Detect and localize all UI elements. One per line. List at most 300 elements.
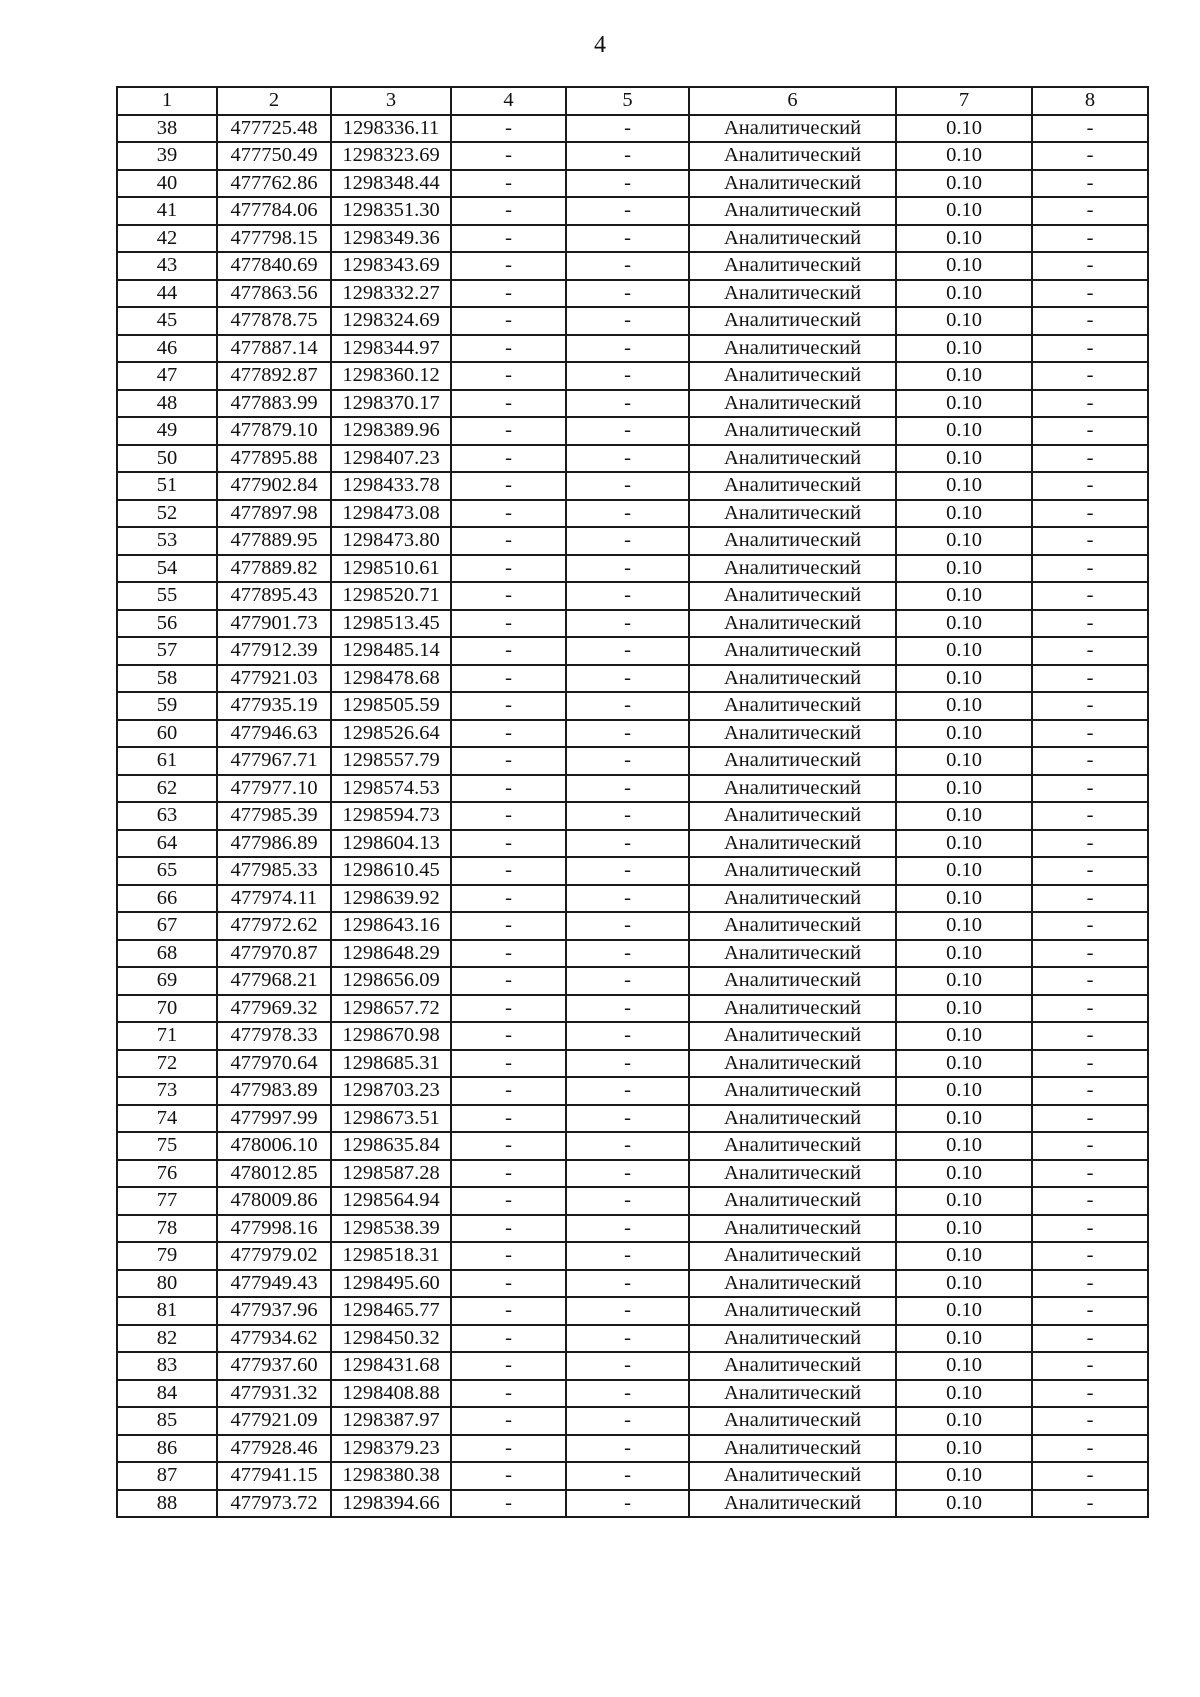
x-coordinate-cell: 477974.11 [217, 885, 331, 913]
col4-cell: - [451, 1297, 566, 1325]
x-coordinate-cell: 477937.60 [217, 1352, 331, 1380]
col4-cell: - [451, 1215, 566, 1243]
method-cell: Аналитический [689, 1407, 896, 1435]
col8-cell: - [1032, 445, 1148, 473]
table-row [117, 307, 1148, 335]
point-number-cell: 49 [117, 417, 217, 445]
x-coordinate-cell: 477798.15 [217, 225, 331, 253]
y-coordinate-cell: 1298485.14 [331, 637, 451, 665]
table-row [117, 335, 1148, 363]
accuracy-cell: 0.10 [896, 1132, 1032, 1160]
table-row [117, 665, 1148, 693]
point-number-cell: 76 [117, 1160, 217, 1188]
y-coordinate-cell: 1298639.92 [331, 885, 451, 913]
col8-cell: - [1032, 830, 1148, 858]
col8-cell: - [1032, 335, 1148, 363]
x-coordinate-cell: 477985.39 [217, 802, 331, 830]
point-number-cell: 45 [117, 307, 217, 335]
col8-cell: - [1032, 1297, 1148, 1325]
method-cell: Аналитический [689, 1022, 896, 1050]
col8-cell: - [1032, 527, 1148, 555]
accuracy-cell: 0.10 [896, 1022, 1032, 1050]
accuracy-cell: 0.10 [896, 637, 1032, 665]
col8-cell: - [1032, 692, 1148, 720]
col5-cell: - [566, 747, 689, 775]
table-row [117, 472, 1148, 500]
point-number-cell: 51 [117, 472, 217, 500]
x-coordinate-cell: 477985.33 [217, 857, 331, 885]
col5-cell: - [566, 1407, 689, 1435]
point-number-cell: 52 [117, 500, 217, 528]
col5-cell: - [566, 417, 689, 445]
method-cell: Аналитический [689, 1187, 896, 1215]
col4-cell: - [451, 857, 566, 885]
header-cell: 2 [217, 87, 331, 115]
method-cell: Аналитический [689, 1050, 896, 1078]
point-number-cell: 80 [117, 1270, 217, 1298]
point-number-cell: 39 [117, 142, 217, 170]
col4-cell: - [451, 362, 566, 390]
y-coordinate-cell: 1298324.69 [331, 307, 451, 335]
col5-cell: - [566, 280, 689, 308]
y-coordinate-cell: 1298379.23 [331, 1435, 451, 1463]
y-coordinate-cell: 1298407.23 [331, 445, 451, 473]
table-body [117, 115, 1148, 1518]
x-coordinate-cell: 477840.69 [217, 252, 331, 280]
col5-cell: - [566, 445, 689, 473]
x-coordinate-cell: 478012.85 [217, 1160, 331, 1188]
col4-cell: - [451, 1380, 566, 1408]
x-coordinate-cell: 477897.98 [217, 500, 331, 528]
col4-cell: - [451, 280, 566, 308]
table-row [117, 445, 1148, 473]
table-row [117, 1160, 1148, 1188]
y-coordinate-cell: 1298473.80 [331, 527, 451, 555]
col4-cell: - [451, 142, 566, 170]
x-coordinate-cell: 477978.33 [217, 1022, 331, 1050]
table-row [117, 225, 1148, 253]
x-coordinate-cell: 477986.89 [217, 830, 331, 858]
col5-cell: - [566, 252, 689, 280]
table-row [117, 1187, 1148, 1215]
col5-cell: - [566, 885, 689, 913]
col5-cell: - [566, 1325, 689, 1353]
header-cell: 3 [331, 87, 451, 115]
point-number-cell: 62 [117, 775, 217, 803]
x-coordinate-cell: 477970.87 [217, 940, 331, 968]
method-cell: Аналитический [689, 1380, 896, 1408]
col5-cell: - [566, 1022, 689, 1050]
method-cell: Аналитический [689, 335, 896, 363]
table-row [117, 417, 1148, 445]
y-coordinate-cell: 1298538.39 [331, 1215, 451, 1243]
y-coordinate-cell: 1298513.45 [331, 610, 451, 638]
accuracy-cell: 0.10 [896, 967, 1032, 995]
col8-cell: - [1032, 197, 1148, 225]
col5-cell: - [566, 995, 689, 1023]
col5-cell: - [566, 967, 689, 995]
table-row [117, 692, 1148, 720]
y-coordinate-cell: 1298360.12 [331, 362, 451, 390]
point-number-cell: 53 [117, 527, 217, 555]
y-coordinate-cell: 1298323.69 [331, 142, 451, 170]
y-coordinate-cell: 1298348.44 [331, 170, 451, 198]
x-coordinate-cell: 477937.96 [217, 1297, 331, 1325]
accuracy-cell: 0.10 [896, 1105, 1032, 1133]
col4-cell: - [451, 307, 566, 335]
accuracy-cell: 0.10 [896, 472, 1032, 500]
method-cell: Аналитический [689, 802, 896, 830]
col8-cell: - [1032, 747, 1148, 775]
col8-cell: - [1032, 912, 1148, 940]
col5-cell: - [566, 1490, 689, 1518]
x-coordinate-cell: 477762.86 [217, 170, 331, 198]
col8-cell: - [1032, 252, 1148, 280]
col4-cell: - [451, 170, 566, 198]
col5-cell: - [566, 1050, 689, 1078]
col8-cell: - [1032, 1077, 1148, 1105]
x-coordinate-cell: 477879.10 [217, 417, 331, 445]
col5-cell: - [566, 912, 689, 940]
col8-cell: - [1032, 582, 1148, 610]
accuracy-cell: 0.10 [896, 555, 1032, 583]
col4-cell: - [451, 637, 566, 665]
point-number-cell: 50 [117, 445, 217, 473]
col5-cell: - [566, 225, 689, 253]
col4-cell: - [451, 1187, 566, 1215]
col4-cell: - [451, 1325, 566, 1353]
x-coordinate-cell: 477878.75 [217, 307, 331, 335]
point-number-cell: 74 [117, 1105, 217, 1133]
accuracy-cell: 0.10 [896, 1297, 1032, 1325]
table-row [117, 967, 1148, 995]
x-coordinate-cell: 477902.84 [217, 472, 331, 500]
point-number-cell: 38 [117, 115, 217, 143]
accuracy-cell: 0.10 [896, 775, 1032, 803]
table-row [117, 1050, 1148, 1078]
table-row [117, 1242, 1148, 1270]
accuracy-cell: 0.10 [896, 582, 1032, 610]
col8-cell: - [1032, 1352, 1148, 1380]
x-coordinate-cell: 477892.87 [217, 362, 331, 390]
accuracy-cell: 0.10 [896, 1077, 1032, 1105]
table-row [117, 500, 1148, 528]
method-cell: Аналитический [689, 1105, 896, 1133]
x-coordinate-cell: 477784.06 [217, 197, 331, 225]
x-coordinate-cell: 477883.99 [217, 390, 331, 418]
accuracy-cell: 0.10 [896, 1270, 1032, 1298]
table-row [117, 1270, 1148, 1298]
col4-cell: - [451, 1160, 566, 1188]
col5-cell: - [566, 115, 689, 143]
method-cell: Аналитический [689, 280, 896, 308]
x-coordinate-cell: 477901.73 [217, 610, 331, 638]
col5-cell: - [566, 802, 689, 830]
x-coordinate-cell: 477968.21 [217, 967, 331, 995]
point-number-cell: 44 [117, 280, 217, 308]
col4-cell: - [451, 1105, 566, 1133]
table-row [117, 142, 1148, 170]
col5-cell: - [566, 1462, 689, 1490]
table-row [117, 1132, 1148, 1160]
method-cell: Аналитический [689, 307, 896, 335]
x-coordinate-cell: 477970.64 [217, 1050, 331, 1078]
x-coordinate-cell: 477967.71 [217, 747, 331, 775]
method-cell: Аналитический [689, 995, 896, 1023]
y-coordinate-cell: 1298394.66 [331, 1490, 451, 1518]
point-number-cell: 40 [117, 170, 217, 198]
point-number-cell: 82 [117, 1325, 217, 1353]
col4-cell: - [451, 720, 566, 748]
y-coordinate-cell: 1298343.69 [331, 252, 451, 280]
method-cell: Аналитический [689, 1325, 896, 1353]
point-number-cell: 54 [117, 555, 217, 583]
method-cell: Аналитический [689, 555, 896, 583]
method-cell: Аналитический [689, 225, 896, 253]
col8-cell: - [1032, 225, 1148, 253]
point-number-cell: 42 [117, 225, 217, 253]
col8-cell: - [1032, 775, 1148, 803]
col5-cell: - [566, 775, 689, 803]
col5-cell: - [566, 1270, 689, 1298]
x-coordinate-cell: 477931.32 [217, 1380, 331, 1408]
col4-cell: - [451, 1242, 566, 1270]
point-number-cell: 75 [117, 1132, 217, 1160]
table-row [117, 362, 1148, 390]
x-coordinate-cell: 477979.02 [217, 1242, 331, 1270]
header-cell: 8 [1032, 87, 1148, 115]
col8-cell: - [1032, 637, 1148, 665]
header-cell: 4 [451, 87, 566, 115]
x-coordinate-cell: 477973.72 [217, 1490, 331, 1518]
y-coordinate-cell: 1298657.72 [331, 995, 451, 1023]
y-coordinate-cell: 1298670.98 [331, 1022, 451, 1050]
y-coordinate-cell: 1298450.32 [331, 1325, 451, 1353]
col4-cell: - [451, 1490, 566, 1518]
y-coordinate-cell: 1298408.88 [331, 1380, 451, 1408]
col5-cell: - [566, 610, 689, 638]
method-cell: Аналитический [689, 940, 896, 968]
x-coordinate-cell: 478009.86 [217, 1187, 331, 1215]
point-number-cell: 55 [117, 582, 217, 610]
col4-cell: - [451, 555, 566, 583]
accuracy-cell: 0.10 [896, 1160, 1032, 1188]
col5-cell: - [566, 527, 689, 555]
accuracy-cell: 0.10 [896, 857, 1032, 885]
table-row [117, 637, 1148, 665]
x-coordinate-cell: 477895.43 [217, 582, 331, 610]
header-cell: 1 [117, 87, 217, 115]
point-number-cell: 65 [117, 857, 217, 885]
col4-cell: - [451, 500, 566, 528]
accuracy-cell: 0.10 [896, 1490, 1032, 1518]
table-row [117, 115, 1148, 143]
point-number-cell: 66 [117, 885, 217, 913]
method-cell: Аналитический [689, 747, 896, 775]
col8-cell: - [1032, 610, 1148, 638]
x-coordinate-cell: 477750.49 [217, 142, 331, 170]
point-number-cell: 86 [117, 1435, 217, 1463]
point-number-cell: 87 [117, 1462, 217, 1490]
method-cell: Аналитический [689, 720, 896, 748]
y-coordinate-cell: 1298370.17 [331, 390, 451, 418]
table-row [117, 885, 1148, 913]
point-number-cell: 46 [117, 335, 217, 363]
col4-cell: - [451, 995, 566, 1023]
method-cell: Аналитический [689, 1270, 896, 1298]
col8-cell: - [1032, 1187, 1148, 1215]
point-number-cell: 85 [117, 1407, 217, 1435]
col4-cell: - [451, 582, 566, 610]
col8-cell: - [1032, 720, 1148, 748]
point-number-cell: 67 [117, 912, 217, 940]
col4-cell: - [451, 445, 566, 473]
col8-cell: - [1032, 362, 1148, 390]
col8-cell: - [1032, 1490, 1148, 1518]
x-coordinate-cell: 477977.10 [217, 775, 331, 803]
point-number-cell: 41 [117, 197, 217, 225]
accuracy-cell: 0.10 [896, 335, 1032, 363]
method-cell: Аналитический [689, 252, 896, 280]
y-coordinate-cell: 1298526.64 [331, 720, 451, 748]
col8-cell: - [1032, 1132, 1148, 1160]
y-coordinate-cell: 1298332.27 [331, 280, 451, 308]
col4-cell: - [451, 417, 566, 445]
table-row [117, 197, 1148, 225]
accuracy-cell: 0.10 [896, 802, 1032, 830]
accuracy-cell: 0.10 [896, 170, 1032, 198]
col4-cell: - [451, 1132, 566, 1160]
method-cell: Аналитический [689, 417, 896, 445]
method-cell: Аналитический [689, 1215, 896, 1243]
point-number-cell: 43 [117, 252, 217, 280]
y-coordinate-cell: 1298510.61 [331, 555, 451, 583]
table-row [117, 1407, 1148, 1435]
point-number-cell: 47 [117, 362, 217, 390]
accuracy-cell: 0.10 [896, 1352, 1032, 1380]
col4-cell: - [451, 610, 566, 638]
col4-cell: - [451, 692, 566, 720]
point-number-cell: 63 [117, 802, 217, 830]
method-cell: Аналитический [689, 857, 896, 885]
col8-cell: - [1032, 1325, 1148, 1353]
col5-cell: - [566, 1160, 689, 1188]
accuracy-cell: 0.10 [896, 390, 1032, 418]
y-coordinate-cell: 1298465.77 [331, 1297, 451, 1325]
col4-cell: - [451, 885, 566, 913]
table-row [117, 802, 1148, 830]
accuracy-cell: 0.10 [896, 252, 1032, 280]
table-row [117, 1325, 1148, 1353]
col4-cell: - [451, 472, 566, 500]
point-number-cell: 60 [117, 720, 217, 748]
col8-cell: - [1032, 802, 1148, 830]
col5-cell: - [566, 390, 689, 418]
x-coordinate-cell: 477887.14 [217, 335, 331, 363]
table-row [117, 747, 1148, 775]
table-row [117, 252, 1148, 280]
col8-cell: - [1032, 555, 1148, 583]
col8-cell: - [1032, 1160, 1148, 1188]
accuracy-cell: 0.10 [896, 940, 1032, 968]
col5-cell: - [566, 472, 689, 500]
col8-cell: - [1032, 1215, 1148, 1243]
point-number-cell: 84 [117, 1380, 217, 1408]
y-coordinate-cell: 1298635.84 [331, 1132, 451, 1160]
method-cell: Аналитический [689, 637, 896, 665]
y-coordinate-cell: 1298473.08 [331, 500, 451, 528]
col4-cell: - [451, 830, 566, 858]
y-coordinate-cell: 1298344.97 [331, 335, 451, 363]
accuracy-cell: 0.10 [896, 995, 1032, 1023]
point-number-cell: 71 [117, 1022, 217, 1050]
accuracy-cell: 0.10 [896, 142, 1032, 170]
method-cell: Аналитический [689, 1160, 896, 1188]
point-number-cell: 72 [117, 1050, 217, 1078]
col5-cell: - [566, 335, 689, 363]
col5-cell: - [566, 665, 689, 693]
page-number: 4 [594, 32, 606, 58]
accuracy-cell: 0.10 [896, 830, 1032, 858]
accuracy-cell: 0.10 [896, 307, 1032, 335]
accuracy-cell: 0.10 [896, 1407, 1032, 1435]
table-row [117, 1490, 1148, 1518]
table-row [117, 582, 1148, 610]
col4-cell: - [451, 1077, 566, 1105]
header-cell: 5 [566, 87, 689, 115]
col5-cell: - [566, 500, 689, 528]
method-cell: Аналитический [689, 885, 896, 913]
table-row [117, 555, 1148, 583]
table-row [117, 1297, 1148, 1325]
method-cell: Аналитический [689, 142, 896, 170]
header-cell: 6 [689, 87, 896, 115]
x-coordinate-cell: 477863.56 [217, 280, 331, 308]
y-coordinate-cell: 1298389.96 [331, 417, 451, 445]
col4-cell: - [451, 1050, 566, 1078]
table-row [117, 1462, 1148, 1490]
table-row [117, 775, 1148, 803]
y-coordinate-cell: 1298380.38 [331, 1462, 451, 1490]
header-row [117, 87, 1148, 115]
col4-cell: - [451, 115, 566, 143]
method-cell: Аналитический [689, 775, 896, 803]
accuracy-cell: 0.10 [896, 912, 1032, 940]
col8-cell: - [1032, 1462, 1148, 1490]
y-coordinate-cell: 1298673.51 [331, 1105, 451, 1133]
accuracy-cell: 0.10 [896, 417, 1032, 445]
col5-cell: - [566, 1435, 689, 1463]
x-coordinate-cell: 477889.82 [217, 555, 331, 583]
accuracy-cell: 0.10 [896, 1380, 1032, 1408]
y-coordinate-cell: 1298703.23 [331, 1077, 451, 1105]
col5-cell: - [566, 142, 689, 170]
point-number-cell: 70 [117, 995, 217, 1023]
method-cell: Аналитический [689, 967, 896, 995]
y-coordinate-cell: 1298648.29 [331, 940, 451, 968]
y-coordinate-cell: 1298336.11 [331, 115, 451, 143]
table-row [117, 857, 1148, 885]
col4-cell: - [451, 665, 566, 693]
table-row [117, 1105, 1148, 1133]
point-number-cell: 73 [117, 1077, 217, 1105]
col4-cell: - [451, 527, 566, 555]
col4-cell: - [451, 225, 566, 253]
y-coordinate-cell: 1298574.53 [331, 775, 451, 803]
x-coordinate-cell: 477946.63 [217, 720, 331, 748]
col4-cell: - [451, 912, 566, 940]
point-number-cell: 56 [117, 610, 217, 638]
